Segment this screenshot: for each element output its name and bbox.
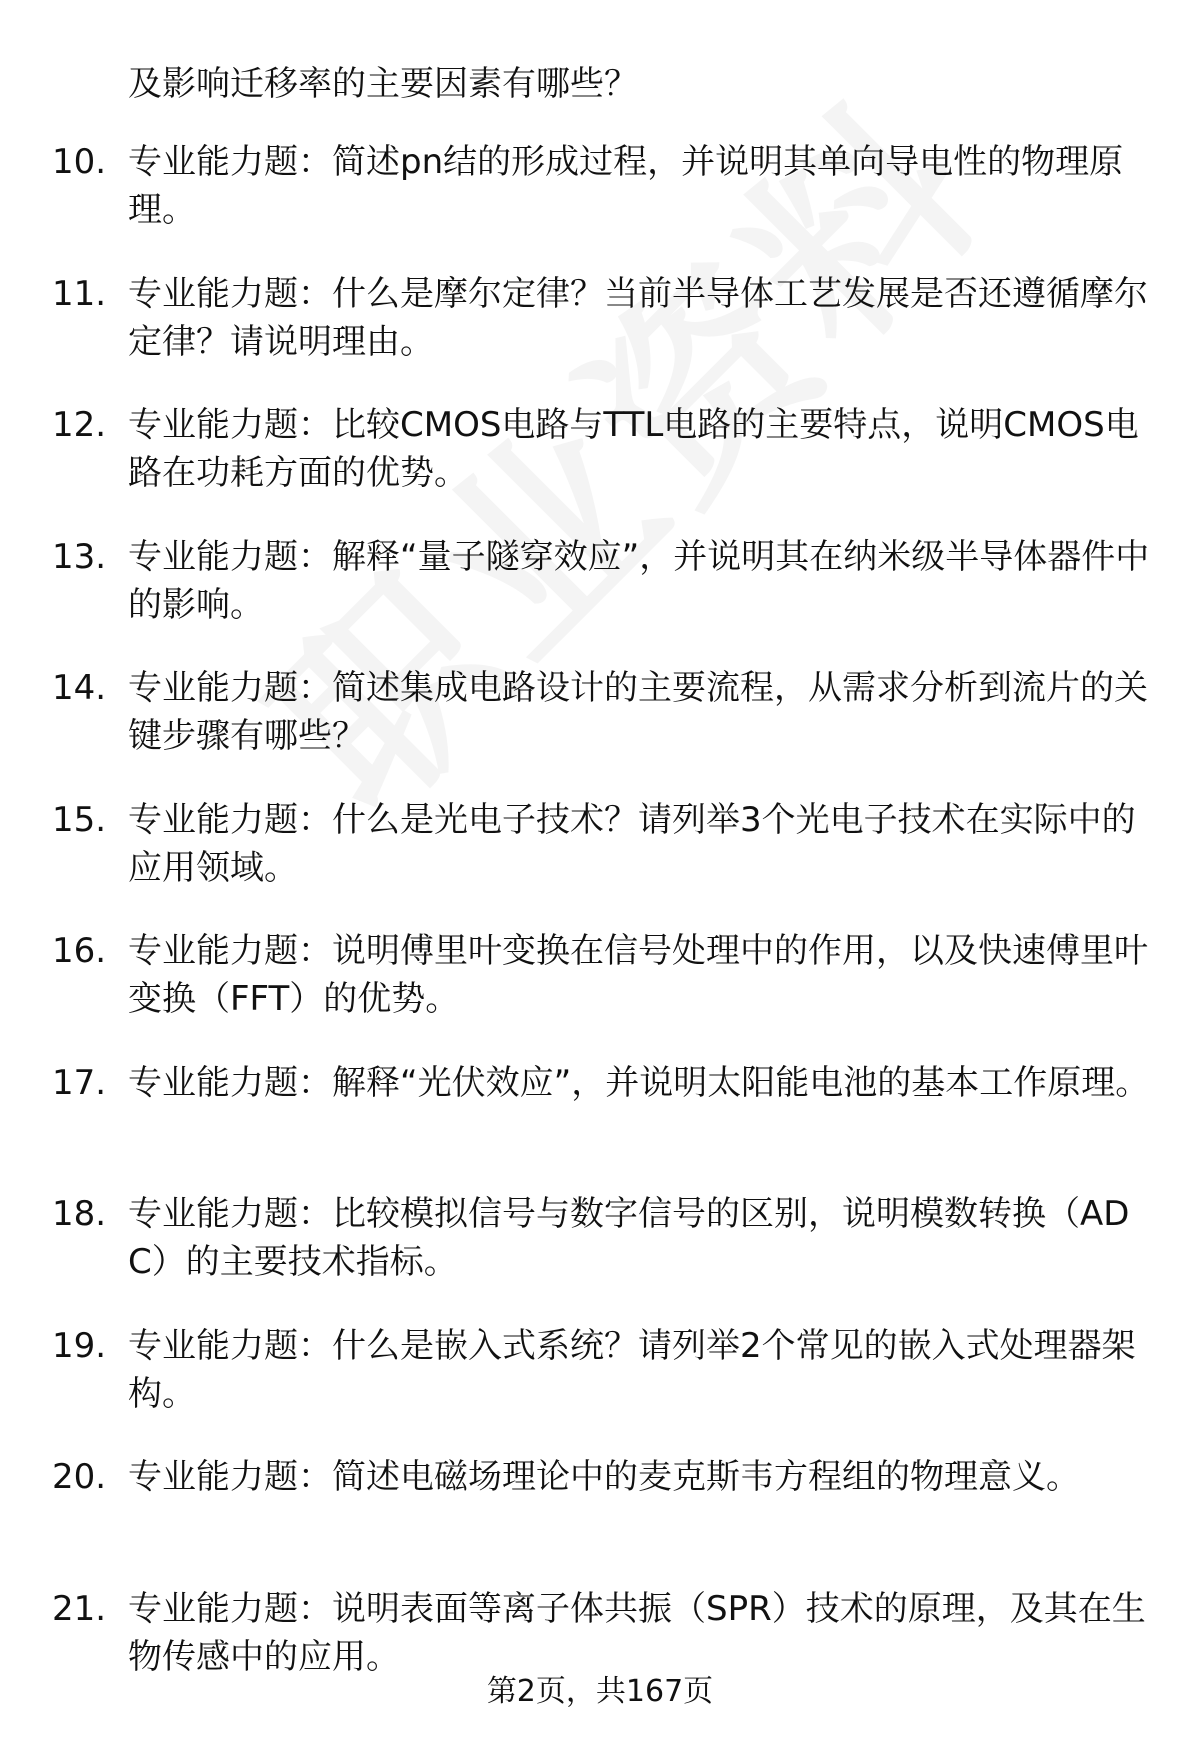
question-text: 专业能力题：比较模拟信号与数字信号的区别，说明模数转换（ADC）的主要技术指标。 — [128, 1194, 1130, 1282]
question-item — [0, 138, 1200, 270]
question-item — [0, 533, 1200, 665]
question-text: 专业能力题：简述电磁场理论中的麦克斯韦方程组的物理意义。 — [128, 1457, 1080, 1497]
question-text: 专业能力题：比较CMOS电路与TTL电路的主要特点，说明CMOS电路在功耗方面的优势。 — [128, 405, 1139, 493]
question-item — [0, 1190, 1200, 1322]
question-number: 14. — [52, 668, 107, 708]
question-text: 专业能力题：什么是嵌入式系统？请列举2个常见的嵌入式处理器架构。 — [128, 1325, 1136, 1414]
question-number: 19. — [52, 1325, 107, 1366]
question-item — [0, 927, 1200, 1059]
question-item — [0, 796, 1200, 928]
question-text: 专业能力题：说明傅里叶变换在信号处理中的作用，以及快速傅里叶变换（FFT）的优势。 — [128, 931, 1148, 1019]
question-number: 16. — [52, 931, 107, 971]
page-footer: 第2页，共167页 — [486, 1674, 714, 1709]
continuation-text: 及影响迁移率的主要因素有哪些？ — [128, 64, 638, 104]
question-item — [0, 1322, 1200, 1454]
question-number: 17. — [52, 1062, 107, 1103]
question-number: 15. — [52, 799, 107, 840]
question-number: 11. — [52, 273, 107, 314]
question-item — [0, 1453, 1200, 1585]
question-list — [0, 138, 1200, 1716]
question-item — [0, 270, 1200, 402]
question-number: 12. — [52, 405, 107, 445]
question-item — [0, 401, 1200, 533]
question-text: 专业能力题：什么是摩尔定律？当前半导体工艺发展是否还遵循摩尔定律？请说明理由。 — [128, 273, 1148, 362]
question-item — [0, 664, 1200, 796]
question-number: 18. — [52, 1194, 107, 1234]
question-text: 专业能力题：简述集成电路设计的主要流程，从需求分析到流片的关键步骤有哪些？ — [128, 668, 1148, 756]
question-text: 专业能力题：解释“量子隧穿效应”，并说明其在纳米级半导体器件中的影响。 — [128, 536, 1150, 625]
question-item — [0, 1059, 1200, 1191]
question-number: 13. — [52, 536, 107, 577]
question-text: 专业能力题：说明表面等离子体共振（SPR）技术的原理，及其在生物传感中的应用。 — [128, 1588, 1146, 1677]
question-text: 专业能力题：解释“光伏效应”，并说明太阳能电池的基本工作原理。 — [128, 1062, 1150, 1103]
question-number: 21. — [52, 1588, 107, 1629]
question-text: 专业能力题：简述pn结的形成过程，并说明其单向导电性的物理原理。 — [128, 142, 1124, 230]
question-text: 专业能力题：什么是光电子技术？请列举3个光电子技术在实际中的应用领域。 — [128, 799, 1136, 888]
question-number: 20. — [52, 1457, 107, 1497]
question-number: 10. — [52, 142, 107, 182]
